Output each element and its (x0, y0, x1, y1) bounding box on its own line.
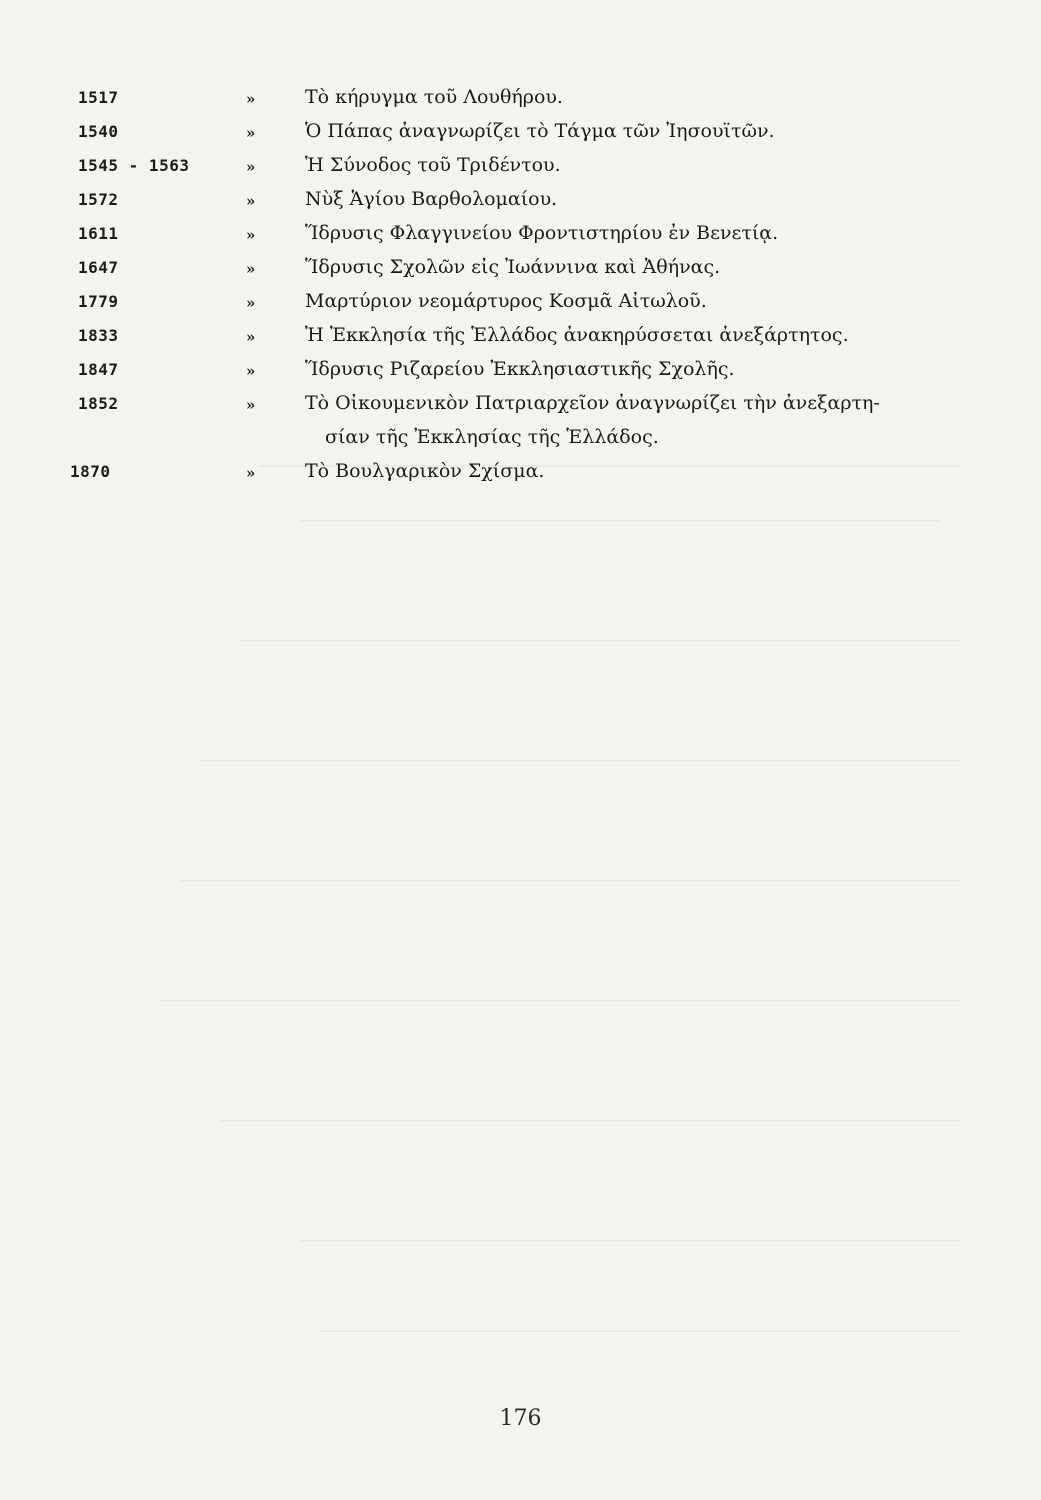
entry-year: 1647 (78, 258, 119, 277)
entry-text: Ἡ Σύνοδος τοῦ Τριδέντου. (305, 154, 561, 176)
entry-text-continuation: σίαν τῆς Ἐκκλησίας τῆς Ἑλλάδος. (325, 426, 659, 448)
ditto-mark: » (246, 362, 256, 380)
entry-text: Ἵδρυσις Φλαγγινείου Φροντιστηρίου ἐν Βενετίᾳ. (305, 222, 779, 244)
entry-text: Τὸ Οἰκουμενικὸν Πατριαρχεῖον ἀναγνωρίζει τὴν ἀνεξαρτη- (305, 392, 880, 414)
entry-year: 1870 (70, 462, 111, 481)
chronology-entry (0, 82, 1041, 116)
entry-text: Τὸ κήρυγμα τοῦ Λουθήρου. (305, 86, 563, 108)
entry-year: 1517 (78, 88, 119, 107)
ditto-mark: » (246, 294, 256, 312)
ditto-mark: » (246, 260, 256, 278)
entry-year: 1779 (78, 292, 119, 311)
chronology-entry (0, 388, 1041, 456)
ditto-mark: » (246, 192, 256, 210)
ditto-mark: » (246, 328, 256, 346)
entry-text: Μαρτύριον νεομάρτυρος Κοσμᾶ Αἰτωλοῦ. (305, 290, 707, 312)
entry-text: Νὺξ Ἁγίου Βαρθολομαίου. (305, 188, 558, 210)
entry-text: Τὸ Βουλγαρικὸν Σχίσμα. (305, 460, 545, 482)
entry-year: 1540 (78, 122, 119, 141)
entry-text-block (305, 386, 945, 454)
chronology-entry (0, 116, 1041, 150)
chronology-entry (0, 320, 1041, 354)
entry-year: 1833 (78, 326, 119, 345)
entry-text: Ὁ Πάπας ἀναγνωρίζει τὸ Τάγμα τῶν Ἰησουϊτῶν. (305, 120, 775, 142)
entry-year: 1572 (78, 190, 119, 209)
entry-year: 1545 - 1563 (78, 156, 190, 175)
ditto-mark: » (246, 90, 256, 108)
chronology-entry (0, 354, 1041, 388)
chronology-entry (0, 184, 1041, 218)
entry-text: Ἵδρυσις Ριζαρείου Ἐκκλησιαστικῆς Σχολῆς. (305, 358, 735, 380)
chronology-entry (0, 252, 1041, 286)
entry-text: Ἡ Ἐκκλησία τῆς Ἑλλάδος ἀνακηρύσσεται ἀνεξάρτητος. (305, 324, 849, 346)
chronology-entry (0, 218, 1041, 252)
chronology-entry (0, 150, 1041, 184)
ditto-mark: » (246, 396, 256, 414)
ditto-mark: » (246, 226, 256, 244)
entry-year: 1852 (78, 394, 119, 413)
entry-text: Ἵδρυσις Σχολῶν εἰς Ἰωάννινα καὶ Ἀθήνας. (305, 256, 721, 278)
chronology-list (0, 82, 1041, 490)
ditto-mark: » (246, 124, 256, 142)
entry-year: 1611 (78, 224, 119, 243)
chronology-entry (0, 456, 1041, 490)
entry-year: 1847 (78, 360, 119, 379)
ditto-mark: » (246, 158, 256, 176)
page-number: 176 (499, 1406, 542, 1431)
chronology-entry (0, 286, 1041, 320)
ditto-mark: » (246, 464, 256, 482)
